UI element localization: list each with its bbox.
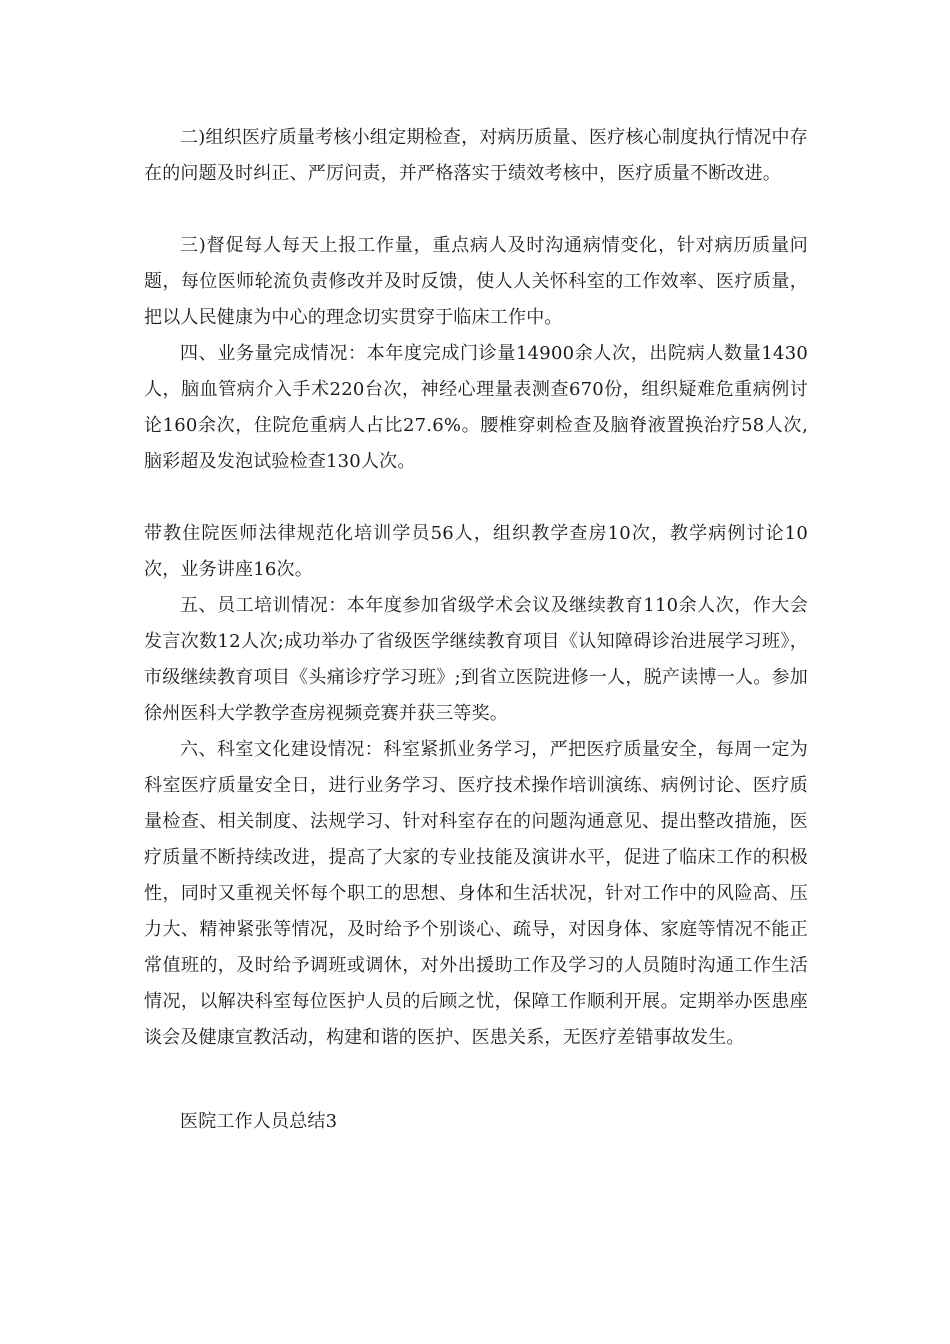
paragraph-business-volume: 四、业务量完成情况：本年度完成门诊量14900余人次，出院病人数量1430人，脑血管病介入手术220台次，神经心理量表测查670份，组织疑难危重病例讨论160余次，住院危重病人占比27.6%。腰椎穿刺检查及脑脊液置换治疗58人次,脑彩超及发泡试验检查130人次。 — [144, 343, 808, 472]
paragraph-quality-inspection: 二)组织医疗质量考核小组定期检查，对病历质量、医疗核心制度执行情况中存在的问题及时纠正、严厉问责，并严格落实于绩效考核中，医疗质量不断改进。 — [144, 127, 808, 184]
paragraph-department-culture: 六、科室文化建设情况：科室紧抓业务学习，严把医疗质量安全，每周一定为科室医疗质量安全日，进行业务学习、医疗技术操作培训演练、病例讨论、医疗质量检查、相关制度、法规学习、针对科室存在的问题沟通意见、提出整改措施，医疗质量不断持续改进，提高了大家的专业技能及演讲水平，促进了临床工作的积极性，同时又重视关怀每个职工的思想、身体和生活状况，针对工作中的风险高、压力大、精神紧张等情况，及时给予个别谈心、疏导，对因身体、家庭等情况不能正常值班的，及时给予调班或调休，对外出援助工作及学习的人员随时沟通工作生活情况，以解决科室每位医护人员的后顾之忧，保障工作顺利开展。定期举办医患座谈会及健康宣教活动，构建和谐的医护、医患关系，无医疗差错事故发生。 — [144, 739, 808, 1048]
paragraph-workload-reporting: 三)督促每人每天上报工作量，重点病人及时沟通病情变化，针对病历质量问题，每位医师轮流负责修改并及时反馈，使人人关怀科室的工作效率、医疗质量，把以人民健康为中心的理念切实贯穿于临床工作中。 — [144, 235, 808, 328]
section-heading: 医院工作人员总结3 — [180, 1111, 338, 1132]
paragraph-teaching: 带教住院医师法律规范化培训学员56人，组织教学查房10次，教学病例讨论10次，业务讲座16次。 — [144, 523, 808, 580]
paragraph-staff-training: 五、员工培训情况：本年度参加省级学术会议及继续教育110余人次，作大会发言次数12人次;成功举办了省级医学继续教育项目《认知障碍诊治进展学习班》，市级继续教育项目《头痛诊疗学习班》;到省立医院进修一人，脱产读博一人。参加徐州医科大学教学查房视频竞赛并获三等奖。 — [144, 595, 808, 724]
